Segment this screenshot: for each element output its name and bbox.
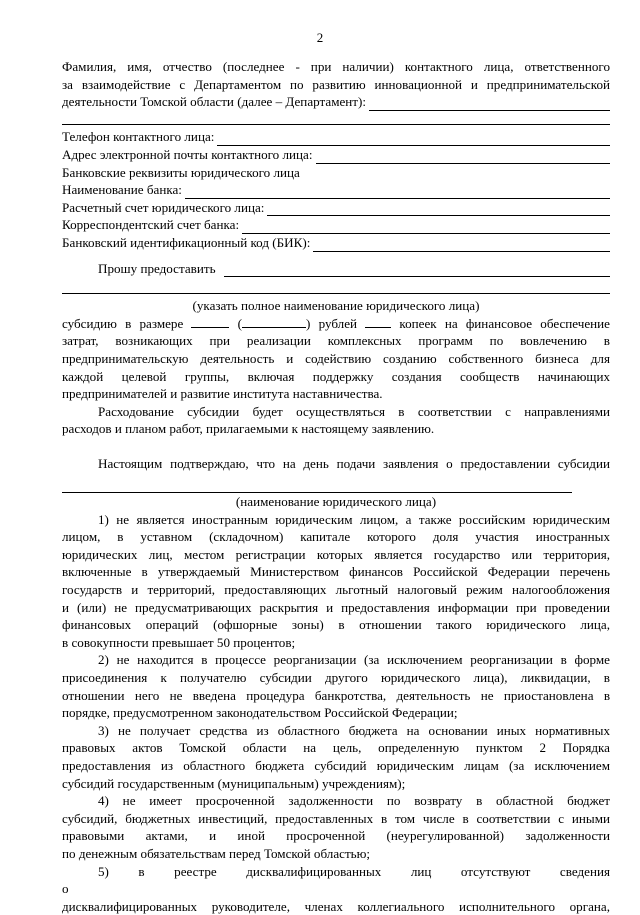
item-line: субсидий, бюджетных инвестиций, предоставленных в том числе в соответствии с иными: [62, 810, 610, 826]
item-line: лицом, в уставном (складочном) капитале которого доля участия иностранных: [62, 529, 610, 545]
settlement-account-field[interactable]: [267, 202, 610, 216]
correspondent-account-field[interactable]: [242, 220, 610, 234]
phone-row: [62, 128, 610, 146]
request-label: Прошу предоставить: [98, 260, 216, 276]
item-line: государств и территорий, предоставляющих льготный налоговый режим налогообложения: [62, 582, 610, 598]
bank-name-field[interactable]: [185, 185, 610, 199]
subsidy-line-5: предпринимателей и развитие института наставничества.: [62, 386, 383, 402]
item-line: правовыми актами, и иной просроченной (неурегулированной) задолженности: [62, 828, 610, 844]
item-line: предоставления из областного бюджета субсидий юридическим лицам (за исключением: [62, 757, 610, 773]
email-field[interactable]: [316, 150, 611, 164]
page-number: 2: [316, 30, 324, 45]
item-2: [62, 651, 610, 721]
contact-line-1: Фамилия, имя, отчество (последнее - при наличии) контактного лица, ответственного: [62, 59, 610, 74]
email-row: [62, 146, 610, 164]
item-line: отношении него не введена процедура банкротства, деятельность не приостановлена в: [62, 687, 610, 703]
confirm-caption: (наименование юридического лица): [235, 494, 437, 510]
bank-details-row: [62, 164, 610, 182]
item-line: порядке, предусмотренном законодательством Российской Федерации;: [62, 705, 458, 721]
item-line: 5) в реестре дисквалифицированных лиц отсутствуют сведения о: [62, 863, 610, 897]
request-org-field-continued[interactable]: [62, 277, 610, 297]
subsidy-amount-words-field[interactable]: [242, 316, 306, 328]
subsidy-line-4: каждой целевой группы, включая поддержку создания сообществ начинающих: [62, 368, 610, 384]
contact-line-3-label: деятельности Томской области (далее – Департамент):: [62, 94, 367, 110]
phone-field[interactable]: [217, 132, 610, 146]
item-line: включенные в утверждаемый Министерством финансов Российской Федерации перечень: [62, 564, 610, 580]
settlement-account-label: Расчетный счет юридического лица:: [62, 199, 265, 215]
item-5: [62, 863, 610, 915]
item-line: по денежным обязательствам перед Томской областью;: [62, 845, 371, 861]
item-line: субсидий государственным (муниципальным) учреждениям);: [62, 775, 406, 791]
item-line: в совокупности превышает 50 процентов;: [62, 634, 296, 650]
correspondent-account-row: [62, 216, 610, 234]
bik-row: [62, 234, 610, 252]
item-line: 1) не является иностранным юридическим лицом, а также российским юридическим: [98, 511, 610, 527]
request-caption: (указать полное наименование юридического лица): [192, 298, 480, 314]
email-label: Адрес электронной почты контактного лица:: [62, 146, 313, 162]
subsidy-amount-label: субсидию в размере: [62, 315, 184, 331]
request-org-field[interactable]: [224, 263, 610, 277]
item-line: правовых актов Томской области на цель, определенную пунктом 2 Порядка: [62, 740, 610, 756]
spending-line-1: Расходование субсидии будет осуществляться в соответствии с направлениями: [98, 403, 610, 419]
confirm-line-1: Настоящим подтверждаю, что на день подачи заявления о предоставлении субсидии: [98, 456, 610, 472]
settlement-account-row: [62, 199, 610, 217]
item-line: присоединения к получателю субсидии другого юридического лица), ликвидации, в: [62, 670, 610, 685]
contact-name-field[interactable]: [369, 97, 610, 111]
correspondent-account-label: Корреспондентский счет банка:: [62, 217, 240, 233]
item-line: финансовых операций (офшорные зоны) в отношении такого юридического лица,: [62, 617, 610, 633]
subsidy-kopecks-field[interactable]: [365, 316, 391, 328]
contact-name-field-continued[interactable]: [62, 111, 610, 129]
item-4: [62, 792, 610, 862]
item-line: дисквалифицированных руководителе, членах коллегиального исполнительного органа,: [62, 898, 610, 914]
bank-name-row: [62, 181, 610, 199]
subsidy-paren-open: (: [237, 315, 243, 331]
phone-label: Телефон контактного лица:: [62, 129, 215, 145]
spending-line-2: расходов и планом работ, прилагаемыми к настоящему заявлению.: [62, 421, 435, 437]
bik-field[interactable]: [313, 238, 610, 252]
confirm-org-field[interactable]: [62, 473, 610, 497]
contact-line-2: за взаимодействие с Департаментом по развитию инновационной и предпринимательской: [62, 76, 610, 92]
subsidy-rubles-label: ) рублей: [306, 315, 358, 331]
subsidy-line-1: [62, 315, 610, 333]
contact-line-3: [62, 93, 610, 111]
subsidy-line-3: предпринимательскую деятельность и содействию созданию собственного бизнеса для: [62, 350, 610, 366]
bik-label: Банковский идентификационный код (БИК):: [62, 234, 311, 250]
item-line: 2) не находится в процессе реорганизации (за исключением реорганизации в форме: [98, 652, 610, 668]
bank-details-label: Банковские реквизиты юридического лица: [62, 164, 300, 180]
item-3: [62, 722, 610, 792]
item-1: [62, 511, 610, 652]
request-row: [62, 260, 610, 278]
subsidy-line-2: затрат, возникающих при реализации комплексных программ по вовлечению в: [62, 333, 610, 349]
subsidy-kopecks-label: копеек на финансовое обеспечение: [399, 315, 610, 331]
item-line: юридических лиц, местом регистрации которых является государство или территория,: [62, 546, 610, 562]
item-line: 3) не получает средства из областного бюджета на основании иных нормативных: [98, 722, 610, 738]
item-line: 4) не имеет просроченной задолженности по возврату в областной бюджет: [98, 793, 610, 809]
document-body: [62, 58, 610, 915]
bank-name-label: Наименование банка:: [62, 182, 182, 198]
subsidy-rubles-field[interactable]: [191, 316, 229, 328]
item-line: и (или) не предусматривающих раскрытия и предоставления информации при проведении: [62, 599, 610, 615]
